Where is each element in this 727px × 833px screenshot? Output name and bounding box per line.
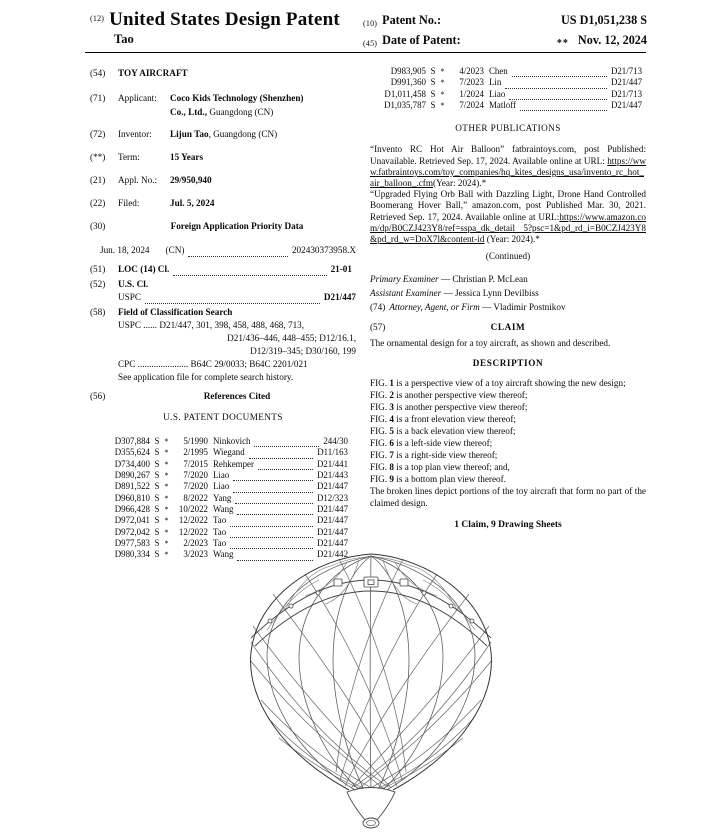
term-label: Term:: [118, 152, 140, 162]
field-code: (54): [90, 68, 106, 78]
applicant-location: Guangdong (CN): [207, 106, 274, 117]
references-heading: References Cited: [203, 391, 271, 401]
ref-classification: D21/442: [316, 549, 348, 560]
uspc-search-line: USPC ...... D21/447, 301, 398, 458, 488, 468, 713,: [118, 320, 305, 330]
applicant-label: Applicant:: [118, 93, 157, 103]
inventor-value: [170, 128, 356, 141]
ref-classification: D21/447: [316, 504, 348, 515]
ref-inventor-name: Wang: [213, 549, 234, 560]
ref-classification: 244/30: [323, 436, 348, 446]
figure-description-line: [370, 389, 646, 401]
ref-patent-number: D972,042: [114, 526, 150, 537]
us-patent-ref-row: [100, 493, 348, 504]
filed-value: Jul. 5, 2024: [170, 198, 215, 208]
us-patent-ref-row: [100, 447, 348, 458]
dot-leader: [509, 90, 607, 100]
ref-classification: D21/447: [316, 538, 348, 549]
ref-asterisk: *: [164, 505, 169, 515]
publication-text: “Upgraded Flying Orb Ball with Dazzling Light, Drone Hand Controlled Boomerang Hover Ball,” amazon.com, post Published Mar. 30, 2021. Retrieved Sep. 17, 2024. Available online at URL:: [370, 189, 646, 222]
ref-classification: D21/441: [316, 458, 348, 469]
ref-patent-number: D983,905: [390, 66, 426, 76]
loc-class-value: 21-01: [330, 264, 352, 274]
invention-title: TOY AIRCRAFT: [118, 68, 188, 78]
fig-number: 4: [389, 413, 394, 424]
us-patent-ref-row: [376, 100, 642, 111]
term-value: 15 Years: [170, 152, 204, 162]
kind-code-12: (12): [90, 14, 105, 23]
ref-patent-number: D966,428: [114, 504, 150, 515]
dot-leader: [233, 471, 313, 481]
header-left: [90, 9, 340, 47]
fig-number: 7: [389, 449, 394, 460]
ref-kind-code: S: [154, 549, 160, 560]
field-code: (52): [90, 279, 106, 289]
field-references-heading: [90, 390, 356, 403]
us-patent-ref-row: [100, 515, 348, 526]
ref-date: 7/2023: [459, 77, 484, 88]
publication-year-note: (Year: 2024).*: [484, 234, 540, 244]
figure-description-line: [370, 461, 646, 473]
ref-patent-number: D307,884: [114, 436, 150, 446]
ref-patent-number: D980,334: [114, 549, 150, 560]
fig-prefix: FIG.: [370, 437, 390, 448]
ref-asterisk: *: [164, 448, 169, 458]
broken-lines-note: The broken lines depict portions of the toy aircraft that form no part of the claimed design.: [370, 485, 646, 508]
dot-leader: [505, 79, 607, 89]
ref-asterisk: *: [440, 67, 445, 76]
dot-leader: [145, 294, 320, 304]
inventor-label: Inventor:: [118, 129, 152, 139]
publication-entry: [370, 144, 646, 189]
applicant-name: Coco Kids Technology (Shenzhen): [170, 93, 304, 103]
assistant-examiner-label: Assistant Examiner: [370, 288, 442, 299]
field-code: (72): [90, 129, 106, 139]
us-patents-table-left: [100, 436, 348, 561]
publication-url: https://www.amazon.com/dp/B0CZJ423Y8/ref=sspa_dk_detail 5?psc=1&pd_rd_i=B0CZJ423Y8&pd_rd_w=DoX7l&content-id: [370, 211, 646, 244]
ref-inventor-name: Liao: [213, 481, 230, 492]
ref-date: 7/2020: [183, 470, 208, 481]
fig-text: is a back elevation view thereof;: [394, 425, 516, 436]
us-patent-ref-row: [376, 66, 642, 77]
ref-date: 7/2020: [183, 481, 208, 492]
ref-classification: D21/713: [610, 88, 642, 99]
ref-kind-code: S: [154, 447, 160, 458]
appl-no-value: 29/950,940: [170, 175, 212, 185]
ref-kind-code: S: [154, 458, 160, 469]
ref-inventor-name: Lin: [489, 77, 502, 88]
loc-class-label: LOC (14) Cl.: [118, 264, 170, 274]
claims-sheets-note: 1 Claim, 9 Drawing Sheets: [454, 519, 562, 530]
page-title: United States Design Patent: [109, 9, 340, 30]
primary-examiner-name: — Christian P. McLean: [438, 274, 528, 285]
patent-number-value: US D1,051,238 S: [560, 13, 647, 27]
ref-asterisk: *: [164, 527, 169, 537]
ref-kind-code: S: [154, 436, 160, 446]
other-publications-heading: OTHER PUBLICATIONS: [455, 123, 561, 134]
dot-leader: [235, 494, 313, 504]
field-code: (56): [90, 391, 106, 401]
ref-date: 5/1990: [183, 436, 208, 446]
field-priority-heading: [90, 220, 356, 233]
attorney-name: — Vladimir Postnikov: [479, 302, 566, 313]
fig-number: 5: [389, 425, 394, 436]
ref-classification: D12/323: [316, 492, 348, 503]
priority-date: Jun. 18, 2024: [100, 245, 150, 255]
ref-kind-code: S: [154, 515, 160, 526]
ref-kind-code: S: [154, 526, 160, 537]
dot-leader: [188, 247, 288, 257]
classification-search-label: Field of Classification Search: [118, 307, 233, 317]
figure-description-line: [370, 377, 646, 389]
field-appl-no: [90, 174, 356, 187]
attorney-line: [370, 300, 646, 314]
patent-date-row: [363, 32, 647, 52]
balloon-band-ornaments: [268, 577, 474, 623]
fig-text: is a front elevation view thereof;: [394, 413, 516, 424]
double-asterisk-mark: **: [556, 38, 569, 49]
publication-year-note: (Year: 2024).*: [433, 177, 487, 188]
field-code: (57): [370, 322, 386, 333]
ref-asterisk: *: [164, 516, 169, 526]
ref-inventor-name: Ninkovich: [213, 436, 251, 446]
field-us-class: [90, 278, 356, 291]
dot-leader: [520, 101, 607, 111]
field-loc-class: [90, 263, 356, 276]
ref-asterisk: *: [164, 459, 169, 469]
ref-kind-code: S: [430, 66, 436, 76]
inventor-location: , Guangdong (CN): [208, 129, 278, 139]
ref-inventor-name: Tao: [213, 526, 227, 537]
figure-description-line: [370, 413, 646, 425]
field-code: (71): [90, 93, 106, 103]
ref-asterisk: *: [440, 78, 445, 88]
field-code: (**): [90, 152, 106, 162]
field-filed: [90, 197, 356, 210]
filed-label: Filed:: [118, 198, 140, 208]
fig-prefix: FIG.: [370, 377, 390, 388]
dot-leader: [258, 460, 313, 470]
ref-asterisk: *: [164, 482, 169, 492]
field-term: [90, 151, 356, 164]
us-patent-ref-row: [376, 89, 642, 100]
balloon-figure-svg: [233, 546, 509, 830]
balloon-meridians: [267, 556, 475, 794]
uspc-value: D21/447: [323, 292, 356, 302]
uspc-search-line: D12/319–345; D30/160, 199: [250, 346, 356, 356]
ref-classification: D21/443: [316, 470, 348, 481]
balloon-lattice: [250, 559, 492, 793]
ref-asterisk: *: [164, 493, 169, 503]
figure-description-line: [370, 425, 646, 437]
ref-inventor-name: Liao: [489, 88, 506, 99]
ref-classification: D11/163: [317, 447, 348, 458]
patent-date-text: Nov. 12, 2024: [577, 33, 647, 47]
ref-patent-number: D1,035,787: [384, 100, 426, 111]
fig-prefix: FIG.: [370, 473, 390, 484]
ref-patent-number: D977,583: [114, 538, 150, 549]
fig-prefix: FIG.: [370, 413, 390, 424]
ref-inventor-name: Chen: [489, 66, 508, 76]
ref-patent-number: D734,400: [114, 458, 150, 469]
priority-number: 202430373958.X: [291, 245, 356, 255]
field-applicant: [90, 92, 356, 119]
cpc-search-line: CPC ...................... B64C 29/0033; B64C 2201/021: [118, 359, 308, 369]
fig-prefix: FIG.: [370, 425, 390, 436]
ref-date: 8/2022: [183, 492, 208, 503]
dot-leader: [249, 449, 314, 459]
header-divider-rule: [85, 52, 646, 53]
ref-inventor-name: Yang: [213, 492, 232, 503]
fig-number: 3: [389, 401, 394, 412]
header-right: [363, 12, 647, 52]
appl-no-label: Appl. No.:: [118, 175, 158, 185]
fig-text: is a right-side view thereof;: [394, 449, 498, 460]
ref-inventor-name: Wiegand: [213, 447, 245, 458]
ref-date: 10/2022: [178, 504, 208, 515]
assistant-examiner-name: — Jessica Lynn Devilbiss: [441, 288, 539, 299]
ref-classification: D21/447: [316, 481, 348, 492]
us-patent-ref-row: [376, 77, 642, 88]
publications-list: [370, 144, 646, 245]
priority-data-row: [100, 244, 356, 257]
field-code: (58): [90, 307, 106, 317]
ref-patent-number: D891,522: [114, 481, 150, 492]
balloon-outline: [251, 554, 492, 790]
attorney-label: Attorney, Agent, or Firm: [389, 302, 480, 313]
claim-heading: CLAIM: [490, 322, 526, 333]
ref-classification: D21/447: [610, 100, 642, 111]
ref-date: 3/2023: [183, 549, 208, 560]
ref-asterisk: *: [164, 437, 169, 446]
ref-patent-number: D1,011,458: [384, 88, 426, 99]
priority-heading: Foreign Application Priority Data: [170, 221, 304, 231]
ref-asterisk: *: [440, 101, 445, 111]
dot-leader: [512, 67, 607, 77]
publication-text: “Invento RC Hot Air Balloon” fatbraintoys.com, post Published: Unavailable. Retrieved Sep. 17, 2024. Available online at URL:: [370, 144, 646, 166]
ref-inventor-name: Liao: [213, 470, 230, 481]
ref-date: 7/2015: [183, 458, 208, 469]
claim-heading-row: [370, 321, 646, 334]
ref-kind-code: S: [154, 481, 160, 492]
balloon-basket-cone: [347, 788, 395, 829]
kind-code-45: (45): [363, 39, 378, 48]
us-class-label: U.S. Cl.: [118, 279, 149, 289]
uspc-search-line: D21/436–446, 448–455; D12/16.1,: [227, 333, 356, 343]
us-patent-ref-row: [100, 504, 348, 515]
ref-kind-code: S: [154, 492, 160, 503]
field-title: [90, 67, 356, 80]
ref-kind-code: S: [430, 88, 436, 99]
field-code: (74): [370, 302, 386, 313]
continued-note: (Continued): [485, 251, 531, 262]
publication-url: https://www.fatbraintoys.com/toy_companies/hq_kites_designs_usa/invento_rc_hot_air_balloon_.cfm: [370, 155, 646, 188]
inventor-name: Lijun Tao: [170, 129, 209, 139]
fig-number: 1: [389, 377, 394, 388]
ref-asterisk: *: [164, 550, 169, 560]
ref-date: 2/1995: [183, 447, 208, 458]
inventor-surname: Tao: [114, 32, 134, 46]
ref-patent-number: D355,624: [114, 447, 150, 458]
left-column: [90, 64, 356, 561]
ref-classification: D21/447: [610, 77, 642, 88]
ref-asterisk: *: [164, 539, 169, 549]
kind-code-10: (10): [363, 19, 378, 28]
fig-number: 2: [389, 389, 394, 400]
patent-number-row: [363, 12, 647, 32]
ref-date: 4/2023: [459, 66, 484, 76]
fig-text: is another perspective view thereof;: [394, 389, 528, 400]
fig-number: 6: [389, 437, 394, 448]
ref-inventor-name: Tao: [213, 515, 227, 526]
fig-text: is a top plan view thereof; and,: [394, 461, 510, 472]
ref-kind-code: S: [430, 100, 436, 111]
primary-examiner-label: Primary Examiner: [370, 274, 439, 285]
primary-examiner-line: [370, 272, 646, 286]
patent-date-label: Date of Patent:: [382, 33, 461, 47]
ref-patent-number: D960,810: [114, 492, 150, 503]
ref-patent-number: D991,360: [390, 77, 426, 88]
field-code: (22): [90, 198, 106, 208]
ref-inventor-name: Tao: [213, 538, 227, 549]
figure-description-line: [370, 401, 646, 413]
search-history-note: See application file for complete search history.: [118, 372, 294, 382]
us-patent-ref-row: [100, 481, 348, 492]
balloon-wireframe-figure: [233, 546, 509, 830]
priority-country: (CN): [165, 245, 185, 255]
patent-date-value: [557, 32, 647, 50]
ref-inventor-name: Rehkemper: [213, 458, 254, 469]
field-classification-search: [90, 306, 356, 319]
ref-date: 2/2023: [183, 538, 208, 549]
uspc-row: [118, 291, 356, 304]
fig-prefix: FIG.: [370, 449, 390, 460]
ref-date: 1/2024: [459, 88, 484, 99]
us-patents-table-right: [376, 66, 642, 111]
fig-text: is a perspective view of a toy aircraft showing the new design;: [394, 377, 626, 388]
fig-prefix: FIG.: [370, 389, 390, 400]
fig-text: is another perspective view thereof;: [394, 401, 528, 412]
us-patent-ref-row: [100, 459, 348, 470]
ref-classification: D21/447: [316, 526, 348, 537]
field-code: (30): [90, 221, 106, 231]
field-code: (21): [90, 175, 106, 185]
fig-prefix: FIG.: [370, 461, 390, 472]
ref-date: 12/2022: [178, 515, 208, 526]
figure-description-line: [370, 437, 646, 449]
fig-text: is a bottom plan view thereof.: [394, 473, 507, 484]
applicant-name-cont: Co., Ltd.,: [170, 106, 208, 117]
fig-text: is a left-side view thereof;: [394, 437, 493, 448]
dot-leader: [233, 483, 313, 493]
ref-kind-code: S: [154, 470, 160, 481]
us-patent-ref-row: [100, 527, 348, 538]
uspc-label: USPC: [118, 292, 141, 302]
fig-number: 8: [389, 461, 394, 472]
dot-leader: [254, 437, 319, 447]
ref-patent-number: D890,267: [114, 470, 150, 481]
ref-kind-code: S: [430, 77, 436, 88]
ref-patent-number: D972,041: [114, 515, 150, 526]
figure-descriptions: [370, 377, 646, 485]
ref-classification: D21/447: [316, 515, 348, 526]
ref-kind-code: S: [154, 538, 160, 549]
figure-description-line: [370, 473, 646, 485]
us-patent-ref-row: [100, 470, 348, 481]
ref-date: 7/2024: [459, 100, 484, 111]
ref-asterisk: *: [440, 89, 445, 99]
patent-number-label: Patent No.:: [382, 13, 442, 27]
field-code: (51): [90, 264, 106, 274]
assistant-examiner-line: [370, 286, 646, 300]
ref-asterisk: *: [164, 471, 169, 481]
description-heading: DESCRIPTION: [472, 357, 544, 368]
dot-leader: [173, 266, 326, 276]
fig-number: 9: [389, 473, 394, 484]
us-patent-documents-heading: U.S. PATENT DOCUMENTS: [163, 412, 283, 422]
dot-leader: [237, 505, 312, 515]
ref-kind-code: S: [154, 504, 160, 515]
claim-text: The ornamental design for a toy aircraft, as shown and described.: [370, 338, 611, 349]
figure-description-line: [370, 449, 646, 461]
ref-inventor-name: Wang: [213, 504, 234, 515]
fig-prefix: FIG.: [370, 401, 390, 412]
ref-date: 12/2022: [178, 526, 208, 537]
applicant-value: [170, 92, 356, 119]
field-inventor: [90, 128, 356, 141]
dot-leader: [230, 517, 313, 527]
publication-entry: [370, 189, 646, 245]
dot-leader: [230, 528, 313, 538]
us-patent-ref-row: [100, 436, 348, 447]
balloon-band: [251, 580, 491, 646]
ref-inventor-name: Matloff: [489, 100, 516, 111]
ref-classification: D21/713: [610, 66, 642, 76]
right-column: [370, 64, 646, 532]
